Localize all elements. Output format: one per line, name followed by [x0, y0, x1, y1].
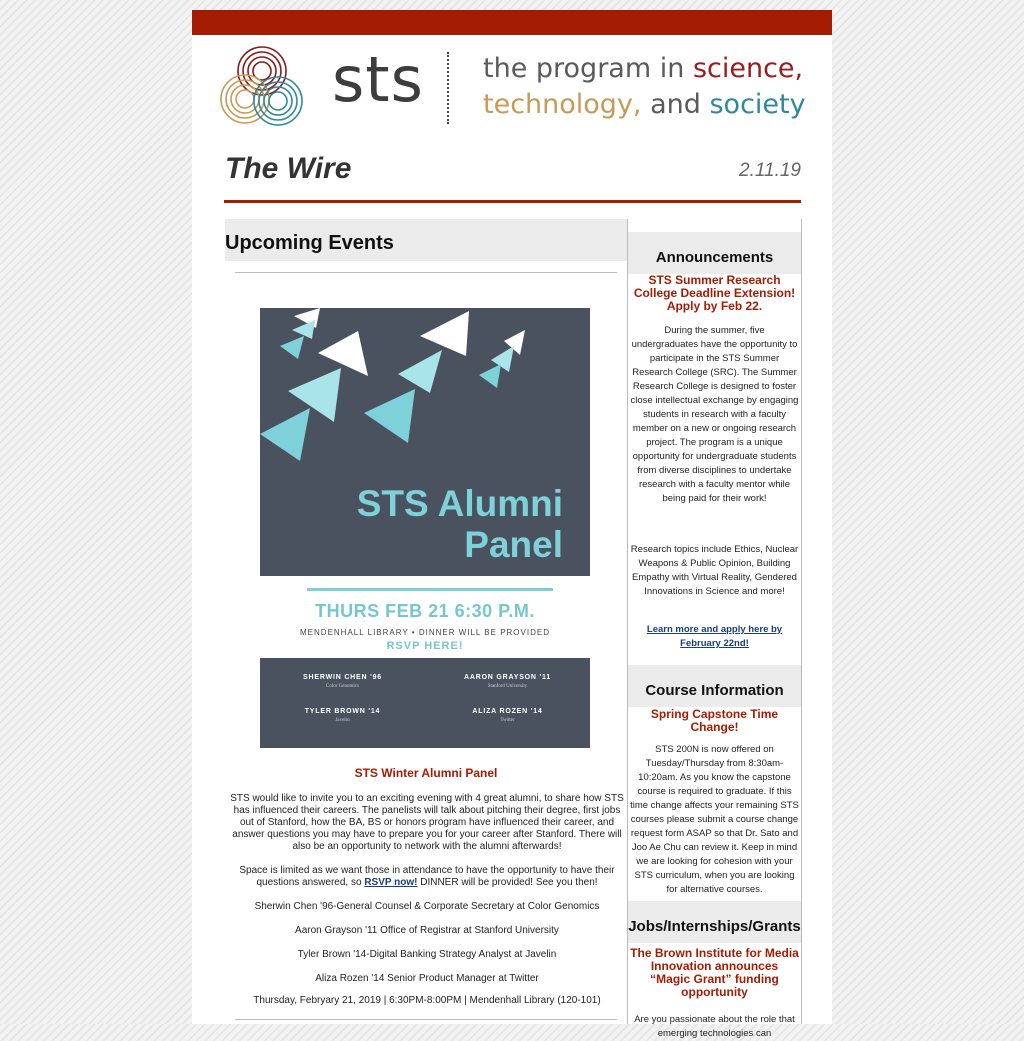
poster-title: STS Alumni Panel: [356, 483, 563, 566]
panelist-1: SHERWIN CHEN '96 Color Genomics: [303, 674, 382, 689]
panelist-2: AARON GRAYSON '11 Stanford University: [464, 674, 551, 689]
poster-date-time: THURS FEB 21 6:30 P.M.: [315, 601, 535, 621]
poster-top-panel: [260, 308, 590, 576]
announcements-heading: Announcements: [655, 249, 774, 266]
announcement-topics: Research topics include Ethics, Nuclear Weapons & Public Opinion, Building Empathy with Virtual Reality, Gendered Innovations in Science and more!: [630, 544, 799, 597]
newsletter-title: The Wire: [225, 152, 352, 185]
src-apply-link[interactable]: Learn more and apply here by February 22nd!: [646, 624, 783, 649]
sts-wordmark: sts: [332, 43, 424, 116]
poster-panelists: [260, 658, 590, 748]
speaker-2: Aaron Grayson '11 Office of Registrar at Stanford University: [295, 925, 559, 936]
announcement-title: STS Summer Research College Deadline Extension! Apply by Feb 22.: [633, 273, 796, 313]
tagline-line-2: technology, and society: [483, 89, 806, 120]
sidebar-column: [627, 219, 802, 1039]
panelist-4: ALIZA ROZEN '14 Twitter: [472, 708, 543, 723]
rsvp-now-link[interactable]: RSVP now!: [364, 877, 418, 888]
event-description: STS would like to invite you to an exciting evening with 4 great alumni, to share how STS has influenced their careers. The panelists will talk about pitching their degree, first jobs out of Stanford, how the BA, BS or honors program have influenced their career, and answer questions you may have to prepare you for your career after Stanford. There will also be an opportunity to network with the alumni afterwards!: [230, 793, 624, 852]
section-divider-bottom: [235, 1019, 617, 1020]
course-info-text: STS 200N is now offered on Tuesday/Thursday from 8:30am-10:20am. As you know the capstone course is required to graduate. If this time change affects your remaining STS courses please submit a course change request form ASAP so that Dr. Sato and Joo Ae Chu can review it. Keep in mind we are looking for cohesion with your STS curriculum, when you are looking for alternative courses.: [630, 744, 799, 895]
event-rsvp-paragraph: Space is limited as we want those in attendance to have the opportunity to have their questions answered, so RSVP now! DINNER will be provided! See you then!: [239, 865, 615, 888]
jobs-heading: Jobs/Internships/Grants: [628, 918, 801, 935]
upcoming-events-header: [225, 219, 627, 261]
speaker-4: Aliza Rozen '14 Senior Product Manager at Twitter: [315, 973, 539, 984]
tagline-line-1: the program in science,: [483, 53, 804, 84]
jobs-title: The Brown Institute for Media Innovation announces “Magic Grant” funding opportunity: [630, 946, 799, 999]
event-title: STS Winter Alumni Panel: [354, 766, 498, 780]
announcements-header: [628, 232, 801, 274]
newsletter-email: [192, 10, 832, 1039]
upcoming-events-column: [225, 219, 627, 1024]
upcoming-events-heading: Upcoming Events: [225, 232, 394, 254]
sts-header: [192, 35, 832, 145]
announcement-text: During the summer, five undergraduates have the opportunity to participate in the STS Summer Research College (SRC). The Summer Research College is designed to foster close intellectual exchange by engaging students in research with a faculty member on a new or ongoing research project. The program is a unique opportunity for undergraduate students from diverse disciplines to undertake research with a faculty mentor while being paid for their work!: [630, 325, 799, 504]
course-info-header: [628, 665, 801, 707]
speaker-3: Tyler Brown '14-Digital Banking Strategy Analyst at Javelin: [297, 949, 557, 960]
jobs-header: [628, 901, 801, 943]
title-divider: [224, 200, 801, 203]
poster-rule: [307, 588, 553, 591]
newsletter-date: 2.11.19: [739, 160, 801, 181]
course-info-title: Spring Capstone Time Change!: [650, 707, 779, 734]
alumni-panel-poster[interactable]: [260, 308, 590, 748]
header-divider: [447, 52, 449, 124]
poster-rsvp: RSVP HERE!: [386, 640, 464, 652]
section-divider: [235, 272, 617, 273]
event-when-where: Thursday, Febryary 21, 2019 | 6:30PM-8:00PM | Mendenhall Library (120-101): [253, 995, 601, 1006]
course-info-heading: Course Information: [645, 682, 784, 699]
speaker-1: Sherwin Chen '96-General Counsel & Corporate Secretary at Color Genomics: [254, 901, 600, 912]
poster-location: MENDENHALL LIBRARY • DINNER WILL BE PROVIDED: [300, 628, 550, 637]
jobs-text: Are you passionate about the role that emerging technologies can: [634, 1014, 795, 1039]
top-color-bar: [192, 10, 832, 35]
sts-rings-logo-icon: [218, 43, 308, 129]
panelist-3: TYLER BROWN '14 Javelin: [304, 708, 381, 723]
